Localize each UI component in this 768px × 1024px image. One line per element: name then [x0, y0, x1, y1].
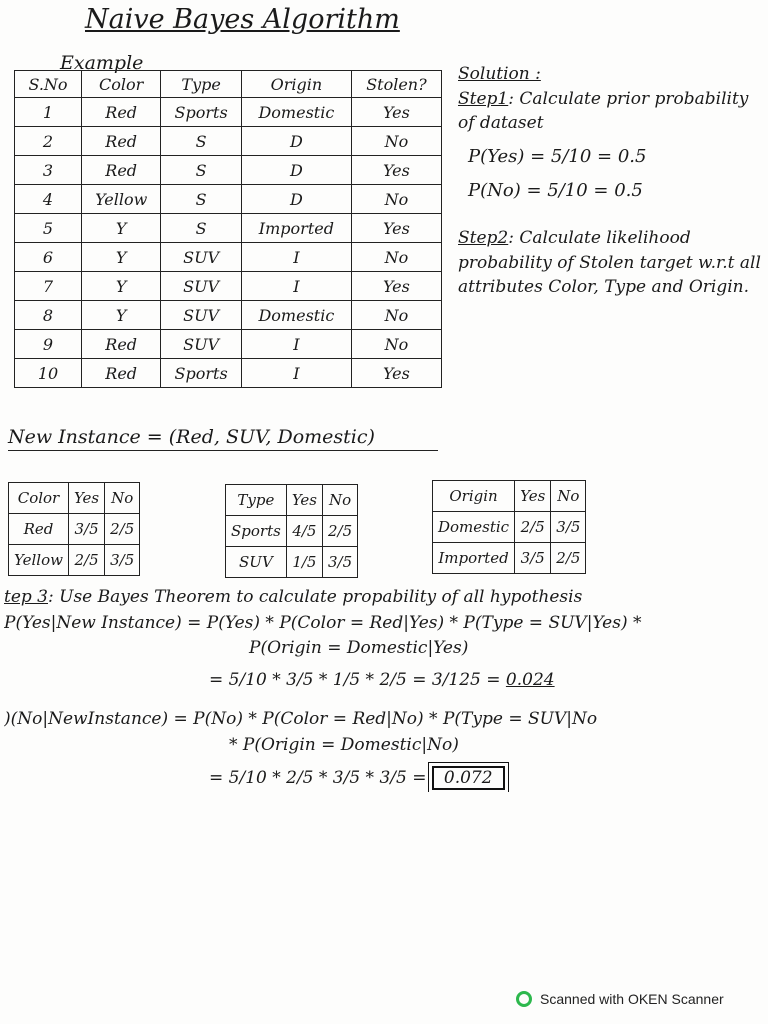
table-cell: No [351, 185, 441, 214]
table-cell: 2/5 [105, 514, 140, 545]
solution-panel [458, 62, 763, 300]
table-cell: 3/5 [515, 543, 551, 574]
table-cell: Red [82, 330, 161, 359]
step3-section [4, 585, 764, 792]
table-cell: S [161, 214, 242, 243]
table-cell: Red [82, 156, 161, 185]
table-cell: No [351, 243, 441, 272]
new-instance: New Instance = (Red, SUV, Domestic) [8, 426, 438, 451]
example-label: Example [60, 52, 144, 74]
table-cell: 3/5 [68, 514, 104, 545]
table-row [15, 214, 442, 243]
table-cell: Imported [241, 214, 351, 243]
column-header: Type [226, 485, 287, 516]
table-row [15, 156, 442, 185]
step2 [458, 226, 763, 300]
step3-heading [4, 585, 764, 611]
scanner-watermark [516, 991, 724, 1007]
table-row [226, 547, 358, 578]
table-cell: 6 [15, 243, 82, 272]
column-header: No [323, 485, 358, 516]
table-cell: I [241, 243, 351, 272]
scanner-text: Scanned with OKEN Scanner [540, 991, 724, 1007]
table-cell: Red [82, 98, 161, 127]
column-header: Type [161, 71, 242, 98]
table-header-row [15, 71, 442, 98]
table-row [9, 545, 140, 576]
column-header: Stolen? [351, 71, 441, 98]
table-cell: 3 [15, 156, 82, 185]
table-cell: 10 [15, 359, 82, 388]
table-cell: Red [9, 514, 69, 545]
posterior-no-answer: 0.072 [432, 766, 505, 790]
step3-label: tep 3 [4, 587, 48, 607]
table-header-row [9, 483, 140, 514]
posterior-yes-line1: P(Yes|New Instance) = P(Yes) * P(Color = Red|Yes) * P(Type = SUV|Yes) * [4, 612, 642, 633]
table-cell: S [161, 127, 242, 156]
table-cell: Yellow [82, 185, 161, 214]
table-cell: SUV [161, 330, 242, 359]
table-cell: Yes [351, 156, 441, 185]
step2-text: : Calculate likelihood probability of Stolen target w.r.t all attributes Color, Type and Origin. [458, 228, 761, 298]
table-cell: 4/5 [286, 516, 322, 547]
table-cell: No [351, 301, 441, 330]
table-cell: SUV [161, 243, 242, 272]
table-cell: Y [82, 214, 161, 243]
table-cell: S [161, 156, 242, 185]
table-cell: 2/5 [323, 516, 358, 547]
table-cell: Red [82, 127, 161, 156]
table-cell: Imported [433, 543, 515, 574]
table-cell: 2/5 [551, 543, 586, 574]
column-header: No [105, 483, 140, 514]
dataset-table [14, 70, 442, 388]
table-cell: Y [82, 243, 161, 272]
table-header-row [226, 485, 358, 516]
table-cell: SUV [226, 547, 287, 578]
scanner-logo-icon [516, 991, 532, 1007]
table-cell: 3/5 [105, 545, 140, 576]
table-cell: 7 [15, 272, 82, 301]
table-row [9, 514, 140, 545]
table-row [433, 512, 586, 543]
table-cell: Sports [226, 516, 287, 547]
color-likelihood-table [8, 482, 140, 576]
column-header: No [551, 481, 586, 512]
table-row [15, 185, 442, 214]
table-cell: I [241, 359, 351, 388]
table-cell: 3/5 [551, 512, 586, 543]
table-cell: Domestic [241, 301, 351, 330]
table-cell: Yes [351, 98, 441, 127]
table-cell: Sports [161, 98, 242, 127]
step1-text: : Calculate prior probability of dataset [458, 88, 749, 134]
table-cell: 2/5 [68, 545, 104, 576]
column-header: Yes [515, 481, 551, 512]
table-cell: Red [82, 359, 161, 388]
table-cell: 2 [15, 127, 82, 156]
table-cell: Yes [351, 214, 441, 243]
prior-no: P(No) = 5/10 = 0.5 [468, 180, 643, 202]
posterior-no-line1: )(No|NewInstance) = P(No) * P(Color = Red|No) * P(Type = SUV|No [4, 709, 598, 729]
page-title: Naive Bayes Algorithm [85, 4, 400, 35]
table-cell: 9 [15, 330, 82, 359]
table-cell: S [161, 185, 242, 214]
table-cell: 5 [15, 214, 82, 243]
column-header: Yes [68, 483, 104, 514]
table-row [226, 516, 358, 547]
table-cell: No [351, 127, 441, 156]
column-header: S.No [15, 71, 82, 98]
posterior-no-expression: = 5/10 * 2/5 * 3/5 * 3/5 = [209, 768, 427, 788]
step3-text: : Use Bayes Theorem to calculate propability of all hypothesis [48, 587, 583, 607]
table-cell: Yellow [9, 545, 69, 576]
column-header: Color [9, 483, 69, 514]
column-header: Yes [286, 485, 322, 516]
table-cell: Y [82, 301, 161, 330]
step1 [458, 87, 763, 136]
table-row [15, 127, 442, 156]
posterior-yes-line3 [4, 668, 764, 694]
type-likelihood-table [225, 484, 358, 578]
table-cell: SUV [161, 272, 242, 301]
table-row [15, 272, 442, 301]
table-cell: Sports [161, 359, 242, 388]
table-cell: Yes [351, 272, 441, 301]
table-row [433, 543, 586, 574]
table-row [15, 301, 442, 330]
table-row [15, 98, 442, 127]
table-row [15, 330, 442, 359]
table-cell: SUV [161, 301, 242, 330]
table-row [15, 243, 442, 272]
table-cell: I [241, 330, 351, 359]
table-cell: D [241, 156, 351, 185]
table-cell: I [241, 272, 351, 301]
table-cell: Domestic [241, 98, 351, 127]
table-cell: No [351, 330, 441, 359]
step1-label: Step1 [458, 88, 509, 109]
table-cell: D [241, 127, 351, 156]
origin-likelihood-table [432, 480, 586, 574]
table-cell: 1 [15, 98, 82, 127]
table-header-row [433, 481, 586, 512]
posterior-no-line2: * P(Origin = Domestic|No) [229, 734, 459, 755]
posterior-yes-expression: = 5/10 * 3/5 * 1/5 * 2/5 = 3/125 = [209, 669, 501, 690]
solution-heading: Solution : [458, 64, 541, 84]
step2-label: Step2 [458, 228, 509, 249]
table-cell: 8 [15, 301, 82, 330]
table-cell: 3/5 [323, 547, 358, 578]
table-cell: 2/5 [515, 512, 551, 543]
posterior-no-line3 [4, 766, 764, 792]
column-header: Color [82, 71, 161, 98]
prior-yes: P(Yes) = 5/10 = 0.5 [468, 145, 647, 167]
posterior-yes-answer: 0.024 [505, 669, 555, 690]
table-cell: 4 [15, 185, 82, 214]
column-header: Origin [241, 71, 351, 98]
table-cell: Yes [351, 359, 441, 388]
column-header: Origin [433, 481, 515, 512]
table-cell: Y [82, 272, 161, 301]
table-row [15, 359, 442, 388]
table-cell: D [241, 185, 351, 214]
posterior-yes-line2: P(Origin = Domestic|Yes) [249, 638, 469, 658]
table-cell: 1/5 [286, 547, 322, 578]
table-cell: Domestic [433, 512, 515, 543]
